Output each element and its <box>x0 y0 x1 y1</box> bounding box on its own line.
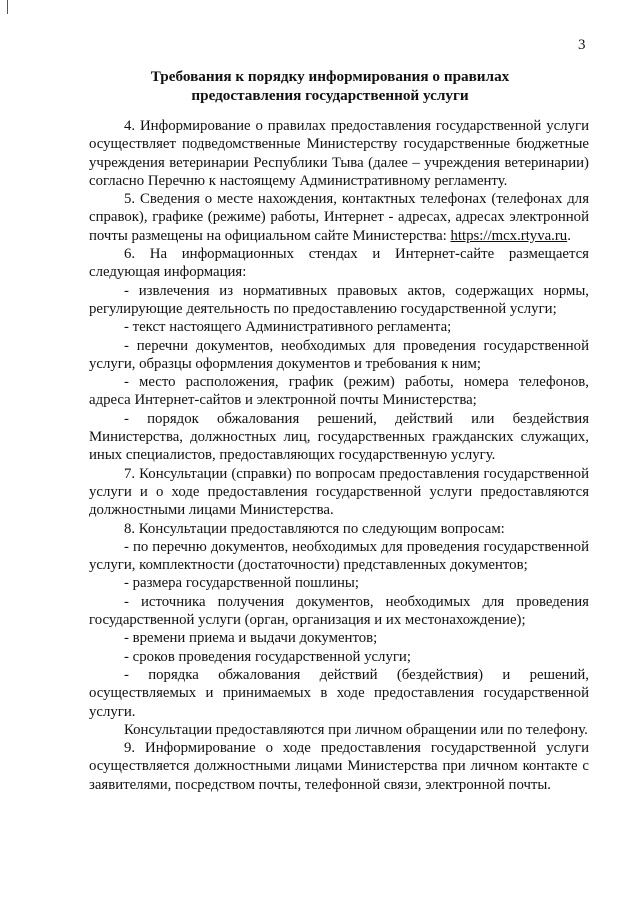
paragraph-5-end: . <box>567 227 571 244</box>
list-item-location-schedule: - место расположения, график (режим) работы, номера телефонов, адреса Интернет-сайтов и электронной почты Министерства; <box>89 374 589 409</box>
list-item-appeal-procedure: - порядок обжалования решений, действий или бездействия Министерства, должностных лиц, государственных гражданских служащих, иных специалистов, предоставляющих государственную услугу. <box>89 410 589 464</box>
page-number: 3 <box>578 37 586 53</box>
paragraph-consultation-method: Консультации предоставляются при личном обращении или по телефону. <box>124 721 588 738</box>
list-item-document-list: - по перечню документов, необходимых для проведения государственной услуги, комплектности (достаточности) представленных документов; <box>89 538 589 574</box>
paragraph-8-questions: 8. Консультации предоставляются по следующим вопросам: <box>124 520 505 537</box>
section-title-line-2: предоставления государственной услуги <box>191 87 469 104</box>
section-title <box>100 67 560 105</box>
list-item-document-source: - источника получения документов, необходимых для проведения государственной услуги (орган, организация и их местонахождение); <box>89 593 589 629</box>
list-item-service-terms: - сроков проведения государственной услуги; <box>124 648 411 665</box>
paragraph-4-informing: 4. Информирование о правилах предоставления государственной услуги осуществляет подведомственные Министерству государственные бюджетные учреждения ветеринарии Республики Тыва (далее – учреждения ветеринарии) согласно Перечню к настоящему Административному регламенту. <box>89 118 589 189</box>
ministry-website-link[interactable]: https://mcx.rtyva.ru <box>450 227 568 244</box>
list-item-extracts: - извлечения из нормативных правовых актов, содержащих нормы, регулирующие деятельность по предоставлению государственной услуги; <box>89 282 589 317</box>
list-item-state-fee: - размера государственной пошлины; <box>124 575 359 592</box>
list-item-appeal-actions: - порядка обжалования действий (бездействия) и решений, осуществляемых и принимаемых в ходе предоставления государственной услуги. <box>89 666 589 720</box>
section-title-line-1: Требования к порядку информирования о правилах <box>150 68 510 85</box>
list-item-document-lists: - перечни документов, необходимых для проведения государственной услуги, образцы оформления документов и требования к ним; <box>89 337 589 372</box>
document-body <box>89 117 589 794</box>
scan-edge-mark <box>7 0 8 14</box>
paragraph-6-stands: 6. На информационных стендах и Интернет-сайте размещается следующая информация: <box>89 246 589 281</box>
list-item-reception-time: - времени приема и выдачи документов; <box>124 630 378 647</box>
paragraph-5-contacts <box>89 190 589 245</box>
paragraph-9-progress-info: 9. Информирование о ходе предоставления государственной услуги осуществляется должностными лицами Министерства при личном контакте с заявителями, посредством почты, телефонной связи, электронной почты. <box>89 740 589 793</box>
list-item-regulation-text: - текст настоящего Административного регламента; <box>124 319 452 336</box>
paragraph-7-consultations: 7. Консультации (справки) по вопросам предоставления государственной услуги и о ходе предоставления государственной услуги предоставляются должностными лицами Министерства. <box>89 465 589 519</box>
paragraph-5-text: 5. Сведения о месте нахождения, контактных телефонах (телефонах для справок), графике (режиме) работы, Интернет - адресах, адресах электронной почты размещены на официальном сайте Министерства: <box>89 191 589 244</box>
